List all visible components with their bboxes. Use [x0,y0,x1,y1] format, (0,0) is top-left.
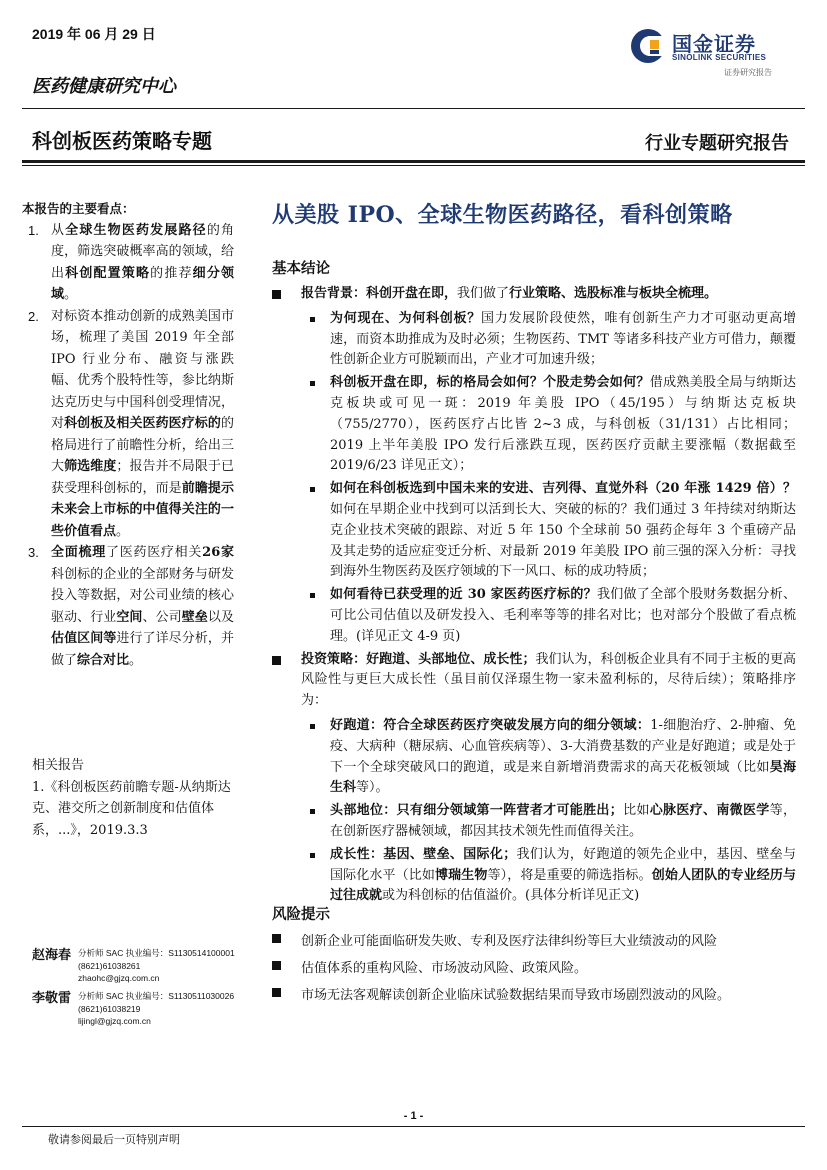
sub-bullet [272,845,796,907]
small-square-bullet-icon [310,317,315,322]
divider-thick [22,160,805,163]
small-square-bullet-icon [310,381,315,386]
small-square-bullet-icon [310,593,315,598]
main-bullet [272,284,796,305]
sub-bullet [272,373,796,477]
main-bullet-text: 报告背景：科创开盘在即，我们做了行业策略、选股标准与板块全梳理。 [301,286,718,301]
footer-divider [22,1126,805,1127]
square-bullet-icon [272,934,281,943]
disclaimer-note: 敬请参阅最后一页特别声明 [48,1133,180,1146]
sub-bullet [272,716,796,799]
risk-text: 创新企业可能面临研发失败、专利及医疗法律纠纷等巨大业绩波动的风险 [301,934,718,949]
analyst-cert: 分析师 SAC 执业编号：S1130514100001 [78,948,235,958]
sub-bullet [272,479,796,583]
sub-bullet-text: 科创板开盘在即，标的格局会如何？个股走势会如何？借成熟美股全局与纳斯达克板块或可见一斑：2019 年美股 IPO（45/195）与纳斯达克板块（755/2770），医药医疗占比皆 2~3 成，与科创板（31/131）占比相同；2019 上半年美股 IPO 发行后涨跌互现，医药医疗贡献主要涨幅（数据截至 2019/6/23 详见正文）； [330,375,796,474]
square-bullet-icon [272,988,281,997]
highlight-number: 2. [28,308,39,324]
logo-subtitle: 证券研究报告 [724,68,772,77]
square-bullet-icon [272,290,281,299]
logo-english-name: SINOLINK SECURITIES [672,53,767,62]
risk-text: 估值体系的重构风险、市场波动风险、政策风险。 [301,961,588,976]
risk-list [272,928,796,1009]
main-bullet-text: 投资策略：好跑道、头部地位、成长性；我们认为，科创板企业具有不同于主板的更高风险性与更巨大成长性（虽目前仅泽璟生物一家未盈利标的，尽待后续）；策略排序为： [301,651,796,709]
analyst-cert: 分析师 SAC 执业编号：S1130511030026 [78,991,235,1001]
related-title: 相关报告 [32,758,85,773]
highlight-text: 对标资本推动创新的成熟美国市场，梳理了美国 2019 年全部 IPO 行业分布、融资与涨跌幅、优秀个股特性等，参比纳斯达克历史与中国科创受理情况，对科创板及相关医药医疗标的的格局进行了前瞻性分析，给出三大筛选维度；报告并不局限于已获受理科创标的，而是前瞻提示未来会上市标的中值得关注的一些价值看点。 [51,308,234,539]
highlight-item [22,542,234,671]
page-number: - 1 - [403,1110,424,1122]
research-center: 医药健康研究中心 [32,76,176,97]
logo-chinese-name: 国金证券 [672,34,756,56]
sub-bullet-text: 好跑道：符合全球医药医疗突破发展方向的细分领域：1-细胞治疗、2-肿瘤、免疫、大病种（糖尿病、心血管疾病等）、3-大消费基数的产业是好跑道；或是处于下一个全球突破风口的跑道，或是来自新增消费需求的高天花板领域（比如昊海生科等）。 [330,717,796,796]
highlight-item [22,306,234,543]
small-square-bullet-icon [310,724,315,729]
analyst-name: 李敬雷 [32,991,72,1006]
sub-bullet [272,801,796,843]
company-logo [630,26,790,78]
main-bullet [272,650,796,712]
analyst-phone: (8621)61038219 [78,1003,141,1014]
main-title: 从美股 IPO、全球生物医药路径，看科创策略 [272,202,733,228]
analyst-card [32,944,262,987]
analyst-card [32,987,262,1030]
highlight-text: 全面梳理了医药医疗相关26家科创标的企业的全部财务与研发投入等数据，对公司业绩的核心驱动、行业空间、公司壁垒以及估值区间等进行了详尽分析，并做了综合对比。 [51,545,234,668]
analyst-phone: (8621)61038261 [78,960,141,971]
risk-text: 市场无法客观解读创新企业临床试验数据结果而导致市场剧烈波动的风险。 [301,988,731,1003]
section-heading-risk: 风险提示 [272,906,330,923]
sub-bullet-text: 如何看待已获受理的近 30 家医药医疗标的？我们做了全部个股财务数据分析、可比公司估值以及研发投入、毛利率等等的排名对比；也对部分个股做了看点梳理。(详见正文 4-9 页) [330,587,796,644]
risk-item [272,955,796,982]
analyst-name: 赵海春 [32,948,72,963]
report-type: 行业专题研究报告 [645,133,789,154]
highlight-item [22,220,234,306]
report-date: 2019 年 06 月 29 日 [32,26,156,42]
analyst-email: zhaohc@gjzq.com.cn [78,973,160,983]
square-bullet-icon [272,961,281,970]
sub-bullet [272,585,796,647]
small-square-bullet-icon [310,853,315,858]
sub-bullet-text: 头部地位：只有细分领域第一阵营者才可能胜出；比如心脉医疗、南微医学等，在创新医疗器械领域，都因其技术领先性而值得关注。 [330,803,796,839]
related-item: 1.《科创板医药前瞻专题-从纳斯达克、港交所之创新制度和估值体系，...》，2019.3.3 [32,779,231,838]
analyst-info [78,990,234,1028]
risk-item [272,928,796,955]
highlight-number: 1. [28,222,39,238]
highlight-number: 3. [28,545,39,560]
divider [22,108,805,109]
main-bullets [272,284,796,909]
divider-thin [22,165,805,166]
sinolink-logo-icon [630,28,666,64]
sub-bullet [272,309,796,371]
highlights-list [22,220,234,672]
highlights-title: 本报告的主要看点： [22,201,135,216]
sub-bullet-text: 为何现在、为何科创板？国力发展阶段使然，唯有创新生产力才可驱动更高增速，而资本助推成为及时必须；生物医药、TMT 等诸多科技产业方可借力，颠覆性创新企业方可脱颖而出，产业才可加速升级； [330,310,796,368]
related-reports [32,755,234,841]
highlights-panel [22,198,234,671]
small-square-bullet-icon [310,809,315,814]
sub-bullet-text: 如何在科创板选到中国未来的安进、吉列得、直觉外科（20 年涨 1429 倍）？如何在早期企业中找到可以活到长大、突破的标的？我们通过 3 年持续对纳斯达克企业技术突破的跟踪、对近 5 年 150 个全球前 50 强药企每年 3 个重磅产品及其走势的适应症变迁分析、对最新 2019 年美股 IPO 前三强的深入分析：寻找到海外生物医药及医疗领域的下一风口、标的成功特质； [330,481,796,580]
related-list [32,777,234,842]
section-heading-conclusion: 基本结论 [272,260,330,277]
small-square-bullet-icon [310,487,315,492]
analyst-info [78,947,235,985]
square-bullet-icon [272,656,281,665]
sub-bullet-text: 成长性：基因、壁垒、国际化；我们认为，好跑道的领先企业中，基因、壁垒与国际化水平（比如博瑞生物等），将是重要的筛选指标。创始人团队的专业经历与过往成就或为科创标的估值溢价。(具体分析详见正文) [330,846,796,904]
report-topic: 科创板医药策略专题 [32,131,212,153]
analysts-list [32,944,262,1030]
risk-item [272,982,796,1009]
analyst-email: lijingl@gjzq.com.cn [78,1016,151,1026]
highlight-text: 从全球生物医药发展路径的角度，筛选突破概率高的领域，给出科创配置策略的推荐细分领域。 [51,222,234,302]
